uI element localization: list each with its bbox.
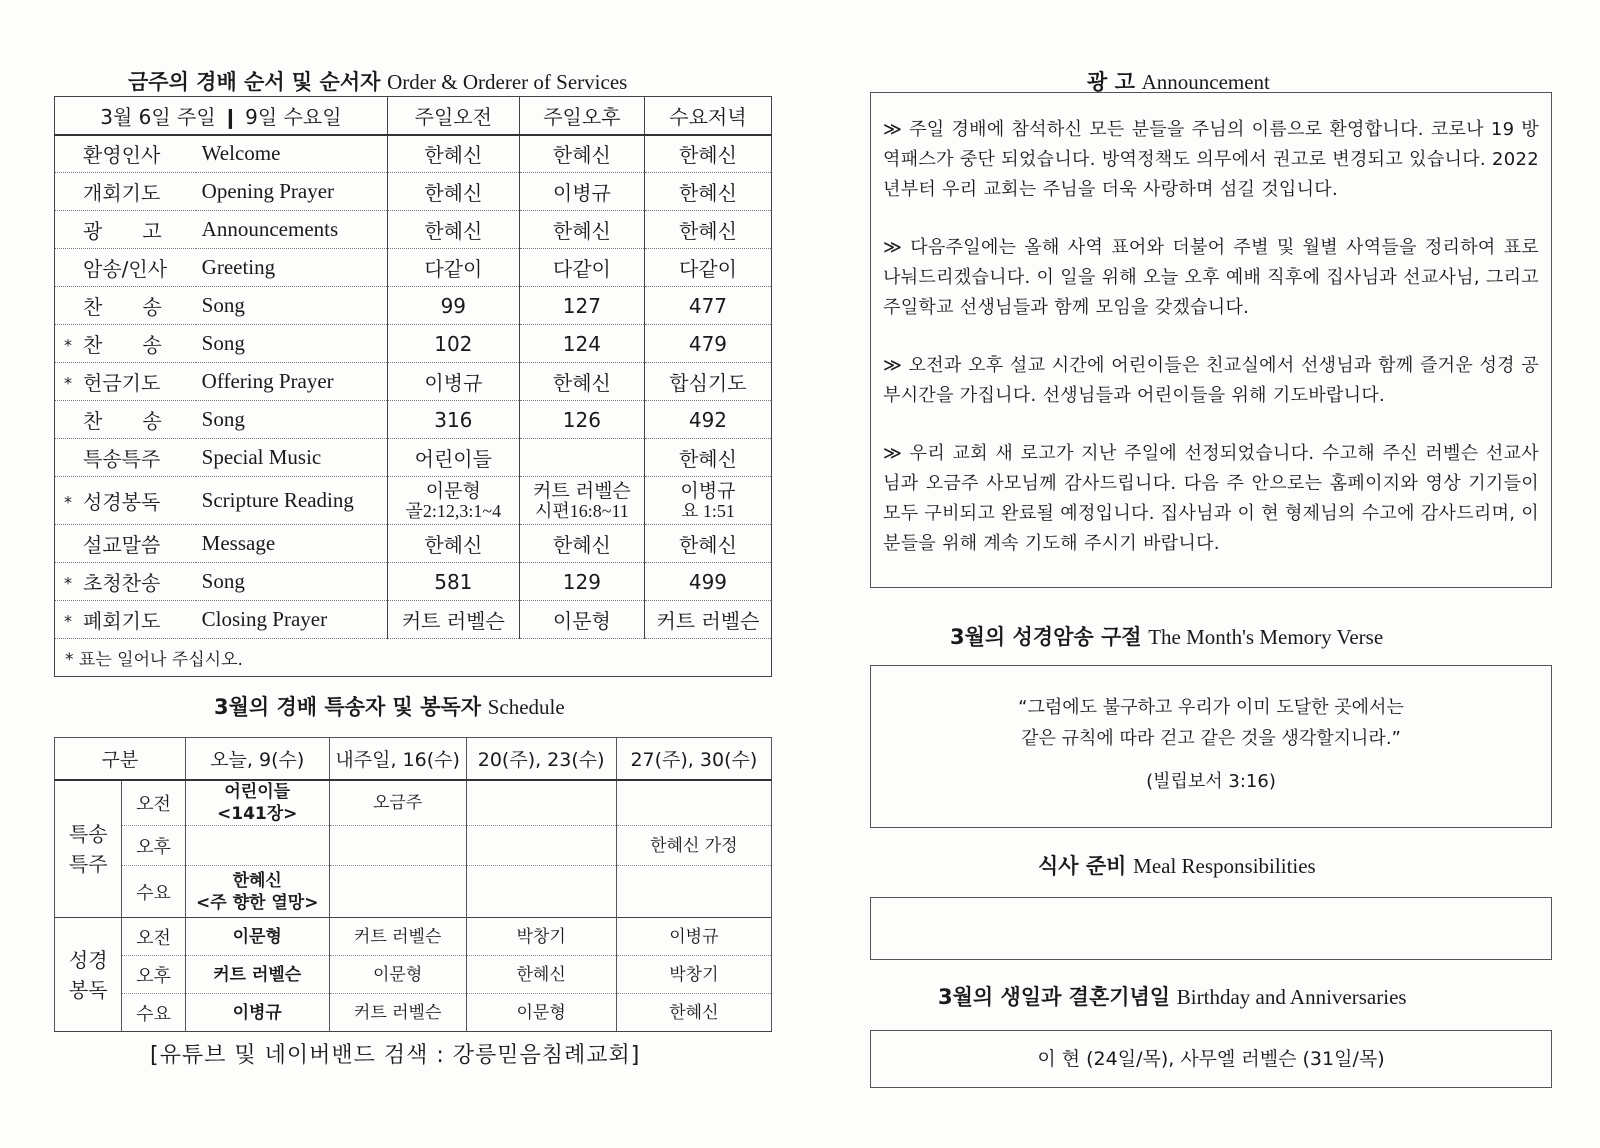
service-leader: 어린이들	[387, 439, 519, 477]
service-row	[55, 363, 772, 401]
service-leader: 한혜신	[387, 211, 519, 249]
service-leader: 이문형	[519, 601, 644, 639]
service-name-en: Closing Prayer	[196, 601, 388, 639]
service-leader: 커트 러벨슨	[387, 601, 519, 639]
search-footer: [유튜브 및 네이버밴드 검색 : 강릉믿음침례교회]	[150, 1043, 641, 1068]
service-leader: 한혜신	[519, 363, 644, 401]
schedule-cell	[185, 826, 329, 866]
memory-verse-box	[870, 665, 1552, 828]
service-name-en: Announcements	[196, 211, 388, 249]
service-leader: 한혜신	[644, 439, 771, 477]
schedule-group: 성경 봉독	[55, 918, 122, 1032]
service-leader: 492	[644, 401, 771, 439]
service-leader: 한혜신	[644, 525, 771, 563]
service-name-ko	[55, 563, 196, 601]
schedule-header-category: 구분	[55, 738, 186, 780]
schedule-row	[55, 780, 772, 826]
service-row	[55, 173, 772, 211]
services-header-sunday-pm: 주일오후	[519, 97, 644, 135]
schedule-title: 3월의 경배 특송자 및 봉독자 Schedule	[214, 695, 565, 719]
schedule-cell: 이문형	[466, 994, 616, 1032]
service-name-ko-text: 개회기도	[83, 181, 161, 205]
service-name-ko-text: 찬 송	[83, 295, 162, 319]
service-name-en: Message	[196, 525, 388, 563]
schedule-row	[55, 956, 772, 994]
announcement-item: ≫ 우리 교회 새 로고가 지난 주일에 선정되었습니다. 수고해 주신 러벨슨 선교사님과 오금주 사모님께 감사드립니다. 다음 주 안으로는 홈페이지와 영상 기기들이 모두 구비되고 완료될 예정입니다. 집사님과 이 현 형제님의 수고에 감사드리며, 이분들을 위해 계속 기도해 주시기 바랍니다.	[883, 443, 1539, 554]
service-name-ko-text: 헌금기도	[83, 371, 161, 395]
scripture-reference: 시편16:8~11	[534, 500, 629, 521]
services-header-sunday-am: 주일오전	[387, 97, 519, 135]
service-name-en: Song	[196, 563, 388, 601]
schedule-cell	[466, 780, 616, 826]
announcement-item: ≫ 주일 경배에 참석하신 모든 분들을 주님의 이름으로 환영합니다. 코로나 19 방역패스가 중단 되었습니다. 방역정책도 의무에서 권고로 변경되고 있습니다. 2022년부터 우리 교회는 주님을 더욱 사랑하며 섬길 것입니다.	[883, 119, 1539, 200]
service-name-en: Welcome	[196, 135, 388, 173]
service-row	[55, 401, 772, 439]
standing-note: * 표는 일어나 주십시오.	[55, 639, 772, 677]
schedule-cell: 커트 러벨슨	[329, 994, 466, 1032]
service-leader: 한혜신	[519, 135, 644, 173]
service-name-ko-text: 암송/인사	[83, 257, 168, 281]
schedule-cell	[329, 826, 466, 866]
schedule-cell: 한혜신	[616, 994, 771, 1032]
schedule-cell: 오금주	[329, 780, 466, 826]
service-row	[55, 287, 772, 325]
birthday-title: 3월의 생일과 결혼기념일 Birthday and Anniversaries	[938, 985, 1407, 1009]
standing-mark: *	[64, 610, 72, 630]
memory-verse-title: 3월의 성경암송 구절 The Month's Memory Verse	[950, 625, 1384, 649]
service-row	[55, 135, 772, 173]
service-name-en: Song	[196, 287, 388, 325]
schedule-cell: 이병규	[185, 994, 329, 1032]
schedule-sub: 오후	[122, 826, 185, 866]
scripture-reader-name: 이병규	[680, 479, 736, 502]
service-leader: 이병규	[519, 173, 644, 211]
service-leader: 한혜신	[644, 135, 771, 173]
service-name-ko	[55, 439, 196, 477]
service-leader: 477	[644, 287, 771, 325]
announcement-item: ≫ 오전과 오후 설교 시간에 어린이들은 친교실에서 선생님과 함께 즐거운 성경 공부시간을 가집니다. 선생님들과 어린이들을 위해 기도바랍니다.	[883, 355, 1539, 406]
schedule-cell	[329, 866, 466, 918]
service-name-ko	[55, 525, 196, 563]
service-name-en: Scripture Reading	[196, 477, 388, 525]
service-name-ko-text: 찬 송	[83, 333, 162, 357]
schedule-row	[55, 826, 772, 866]
schedule-row	[55, 918, 772, 956]
service-leader	[519, 439, 644, 477]
service-leader: 102	[387, 325, 519, 363]
service-leader: 다같이	[519, 249, 644, 287]
services-header-row	[55, 97, 772, 135]
schedule-cell: 커트 러벨슨	[329, 918, 466, 956]
service-name-ko	[55, 173, 196, 211]
scripture-reader	[644, 477, 771, 525]
schedule-cell: 어린이들 <141장>	[185, 780, 329, 826]
schedule-cell: 한혜신 가정	[616, 826, 771, 866]
schedule-cell: 이문형	[329, 956, 466, 994]
service-name-en: Greeting	[196, 249, 388, 287]
meal-title: 식사 준비 Meal Responsibilities	[1038, 854, 1316, 878]
schedule-sub: 수요	[122, 994, 185, 1032]
service-name-en: Song	[196, 325, 388, 363]
service-leader: 581	[387, 563, 519, 601]
service-leader: 한혜신	[387, 173, 519, 211]
service-leader: 다같이	[644, 249, 771, 287]
service-name-ko-text: 초청찬송	[83, 571, 161, 595]
service-name-ko	[55, 249, 196, 287]
service-row	[55, 211, 772, 249]
standing-mark: *	[64, 334, 72, 354]
service-leader: 129	[519, 563, 644, 601]
service-leader: 이병규	[387, 363, 519, 401]
service-leader: 127	[519, 287, 644, 325]
birthday-text: 이 현 (24일/목), 사무엘 러벨슨 (31일/목)	[1037, 1048, 1385, 1070]
service-name-ko	[55, 601, 196, 639]
service-row	[55, 563, 772, 601]
service-row	[55, 601, 772, 639]
meal-box	[870, 897, 1552, 960]
scripture-reader	[519, 477, 644, 525]
standing-mark: *	[64, 491, 72, 511]
service-name-ko-text: 특송특주	[83, 447, 161, 471]
service-leader: 99	[387, 287, 519, 325]
schedule-sub: 오전	[122, 780, 185, 826]
memory-verse-line: “그럼에도 불구하고 우리가 이미 도달한 곳에서는	[1018, 697, 1404, 718]
service-leader: 한혜신	[387, 525, 519, 563]
schedule-sub: 오전	[122, 918, 185, 956]
services-header-wednesday: 수요저녁	[644, 97, 771, 135]
service-leader: 한혜신	[644, 211, 771, 249]
service-leader: 한혜신	[387, 135, 519, 173]
schedule-cell: 한혜신	[466, 956, 616, 994]
service-leader: 커트 러벨슨	[644, 601, 771, 639]
schedule-cell: 박창기	[466, 918, 616, 956]
schedule-cell: 이병규	[616, 918, 771, 956]
service-leader: 한혜신	[519, 211, 644, 249]
service-row	[55, 249, 772, 287]
service-name-ko	[55, 211, 196, 249]
service-row	[55, 525, 772, 563]
schedule-header-row	[55, 738, 772, 780]
service-name-en: Opening Prayer	[196, 173, 388, 211]
standing-mark: *	[64, 372, 72, 392]
schedule-table	[54, 737, 772, 1032]
announcement-item: ≫ 다음주일에는 올해 사역 표어와 더불어 주별 및 월별 사역들을 정리하여 표로 나눠드리겠습니다. 이 일을 위해 오늘 오후 예배 직후에 집사님과 선교사님, 그리고 주일학교 선생님들과 함께 모임을 갖겠습니다.	[883, 237, 1539, 318]
schedule-cell: 이문형	[185, 918, 329, 956]
scripture-reader-name: 이문형	[425, 479, 481, 502]
services-note-row	[55, 639, 772, 677]
service-leader: 479	[644, 325, 771, 363]
services-header-date: 3월 6일 주일 ❙ 9일 수요일	[55, 97, 388, 135]
standing-mark: *	[64, 572, 72, 592]
schedule-header-col: 20(주), 23(수)	[466, 738, 616, 780]
service-name-ko-text: 성경봉독	[83, 490, 161, 514]
schedule-cell	[466, 866, 616, 918]
scripture-reference: 요 1:51	[681, 500, 735, 521]
service-name-ko-text: 환영인사	[83, 143, 161, 168]
service-name-ko	[55, 287, 196, 325]
schedule-cell: 박창기	[616, 956, 771, 994]
scripture-reader	[387, 477, 519, 525]
schedule-cell	[466, 826, 616, 866]
service-name-ko-text: 설교말씀	[83, 533, 161, 557]
service-name-ko-text: 찬 송	[83, 409, 162, 433]
memory-verse-reference: (빌립보서 3:16)	[1146, 771, 1276, 792]
schedule-header-col: 내주일, 16(수)	[329, 738, 466, 780]
service-name-en: Offering Prayer	[196, 363, 388, 401]
service-leader: 124	[519, 325, 644, 363]
services-title: 금주의 경배 순서 및 순서자 Order & Orderer of Services	[128, 70, 628, 94]
service-leader: 126	[519, 401, 644, 439]
announcement-title: 광 고 Announcement	[1087, 70, 1270, 94]
service-leader: 한혜신	[519, 525, 644, 563]
schedule-row	[55, 994, 772, 1032]
schedule-cell: 한혜신 <주 향한 열망>	[185, 866, 329, 918]
schedule-sub: 수요	[122, 866, 185, 918]
service-name-ko	[55, 135, 196, 173]
services-table	[54, 96, 772, 677]
service-row	[55, 325, 772, 363]
service-leader: 다같이	[387, 249, 519, 287]
scripture-reader-name: 커트 러벨슨	[532, 479, 631, 502]
service-row-scripture	[55, 477, 772, 525]
service-name-ko-text: 광 고	[83, 219, 162, 243]
memory-verse-line: 같은 규칙에 따라 걷고 같은 것을 생각할지니라.”	[1021, 728, 1401, 749]
service-leader: 합심기도	[644, 363, 771, 401]
service-leader: 한혜신	[644, 173, 771, 211]
service-name-ko	[55, 325, 196, 363]
schedule-group: 특송 특주	[55, 780, 122, 918]
schedule-cell	[616, 780, 771, 826]
schedule-sub: 오후	[122, 956, 185, 994]
schedule-cell: 커트 러벨슨	[185, 956, 329, 994]
service-name-ko	[55, 363, 196, 401]
schedule-row	[55, 866, 772, 918]
service-name-en: Song	[196, 401, 388, 439]
service-name-ko	[55, 477, 196, 525]
schedule-cell	[616, 866, 771, 918]
scripture-reference: 골2:12,3:1~4	[405, 500, 502, 521]
service-row	[55, 439, 772, 477]
birthday-box	[870, 1030, 1552, 1088]
service-name-en: Special Music	[196, 439, 388, 477]
announcement-box	[870, 92, 1552, 588]
service-leader: 499	[644, 563, 771, 601]
schedule-header-col: 27(주), 30(수)	[616, 738, 771, 780]
service-name-ko-text: 폐회기도	[83, 609, 161, 633]
service-leader: 316	[387, 401, 519, 439]
schedule-header-col: 오늘, 9(수)	[185, 738, 329, 780]
service-name-ko	[55, 401, 196, 439]
